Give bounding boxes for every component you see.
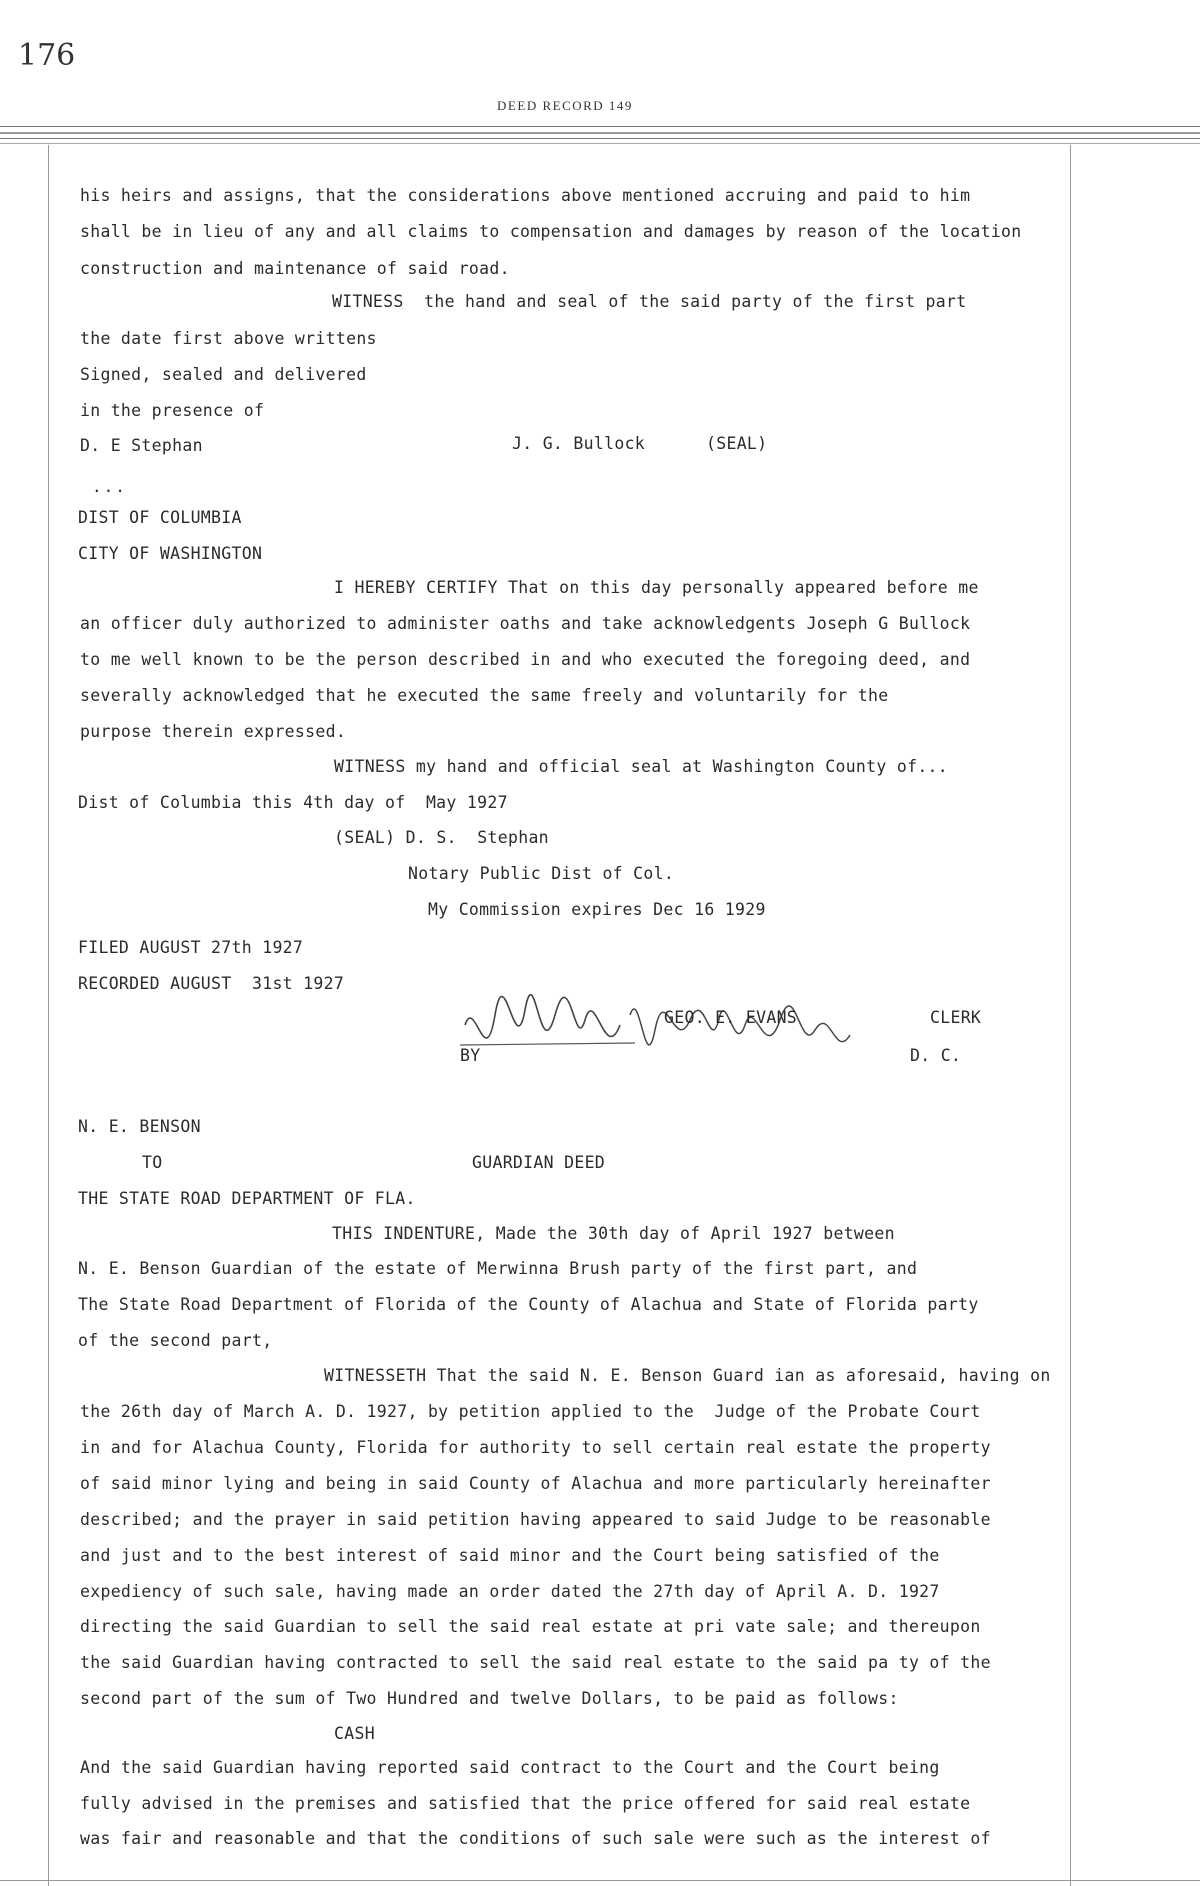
text-line: shall be in lieu of any and all claims to compensation and damages by reason of the location — [80, 222, 1022, 241]
footer-rule — [0, 1880, 1200, 1881]
recorded-date: RECORDED AUGUST 31st 1927 — [78, 974, 345, 993]
cash-term: CASH — [334, 1724, 375, 1743]
deed-type-heading: GUARDIAN DEED — [472, 1153, 606, 1172]
grantee-heading: THE STATE ROAD DEPARTMENT OF FLA. — [78, 1189, 416, 1208]
text-line: to me well known to be the person described in and who executed the foregoing deed, and — [80, 650, 971, 669]
header-rule — [0, 143, 1200, 144]
by-label: BY — [460, 1046, 481, 1065]
text-line: Dist of Columbia this 4th day of May 1927 — [78, 793, 508, 812]
text-line: in the presence of — [80, 401, 265, 420]
text-line: described; and the prayer in said petition having appeared to said Judge to be reasonable — [80, 1510, 991, 1529]
seal-mark: (SEAL) — [706, 434, 768, 453]
header-rule — [0, 126, 1200, 127]
clerk-signature — [455, 985, 875, 1085]
text-line: of the second part, — [78, 1331, 273, 1350]
text-line: the 26th day of March A. D. 1927, by petition applied to the Judge of the Probate Court — [80, 1402, 981, 1421]
header-rule — [0, 132, 1200, 134]
commission-expiry: My Commission expires Dec 16 1929 — [428, 900, 766, 919]
text-line: in and for Alachua County, Florida for authority to sell certain real estate the property — [80, 1438, 991, 1457]
text-line: was fair and reasonable and that the conditions of such sale were such as the interest of — [80, 1829, 991, 1848]
text-line: purpose therein expressed. — [80, 722, 347, 741]
text-line: WITNESS the hand and seal of the said party of the first part — [332, 292, 967, 311]
text-line: WITNESS my hand and official seal at Washington County of... — [334, 757, 949, 776]
clerk-name: GEO. E. EVANS — [664, 1008, 798, 1027]
text-line: fully advised in the premises and satisfied that the price offered for said real estate — [80, 1794, 971, 1813]
right-margin-rule — [1070, 145, 1071, 1886]
notary-title: Notary Public Dist of Col. — [408, 864, 675, 883]
page-number: 176 — [18, 38, 76, 73]
seal-dots: ... — [92, 477, 127, 496]
text-line: I HEREBY CERTIFY That on this day personally appeared before me — [334, 578, 979, 597]
text-line: The State Road Department of Florida of the County of Alachua and State of Florida party — [78, 1295, 979, 1314]
to-heading: TO — [142, 1153, 163, 1172]
text-line: of said minor lying and being in said County of Alachua and more particularly hereinafter — [80, 1474, 991, 1493]
deputy-clerk-label: D. C. — [910, 1046, 962, 1065]
text-line: the date first above writtens — [80, 329, 377, 348]
text-line: an officer duly authorized to administer oaths and take acknowledgents Joseph G Bullock — [80, 614, 971, 633]
text-line: CITY OF WASHINGTON — [78, 544, 263, 563]
notary-seal-line: (SEAL) D. S. Stephan — [334, 828, 549, 847]
text-line: DIST OF COLUMBIA — [78, 508, 242, 527]
text-line: expediency of such sale, having made an order dated the 27th day of April A. D. 1927 — [80, 1582, 940, 1601]
text-line: And the said Guardian having reported said contract to the Court and the Court being — [80, 1758, 940, 1777]
text-line: Signed, sealed and delivered — [80, 365, 367, 384]
text-line: and just and to the best interest of said minor and the Court being satisfied of the — [80, 1546, 940, 1565]
grantor-heading: N. E. BENSON — [78, 1117, 201, 1136]
witness-name: D. E Stephan — [80, 436, 203, 455]
filed-date: FILED AUGUST 27th 1927 — [78, 938, 304, 957]
text-line: the said Guardian having contracted to sell the said real estate to the said pa ty of the — [80, 1653, 991, 1672]
header-rule — [0, 138, 1200, 139]
text-line: severally acknowledged that he executed the same freely and voluntarily for the — [80, 686, 889, 705]
left-margin-rule — [48, 145, 49, 1886]
grantor-name: J. G. Bullock — [512, 434, 646, 453]
text-line: WITNESSETH That the said N. E. Benson Guard ian as aforesaid, having on — [324, 1366, 1051, 1385]
running-header: DEED RECORD 149 — [497, 98, 633, 113]
text-line: construction and maintenance of said road. — [80, 259, 510, 278]
text-line: N. E. Benson Guardian of the estate of Merwinna Brush party of the first part, and — [78, 1259, 918, 1278]
text-line: his heirs and assigns, that the considerations above mentioned accruing and paid to him — [80, 186, 971, 205]
text-line: directing the said Guardian to sell the said real estate at pri vate sale; and thereupon — [80, 1617, 981, 1636]
clerk-title: CLERK — [930, 1008, 982, 1027]
text-line: THIS INDENTURE, Made the 30th day of April 1927 between — [332, 1224, 895, 1243]
text-line: second part of the sum of Two Hundred and twelve Dollars, to be paid as follows: — [80, 1689, 899, 1708]
